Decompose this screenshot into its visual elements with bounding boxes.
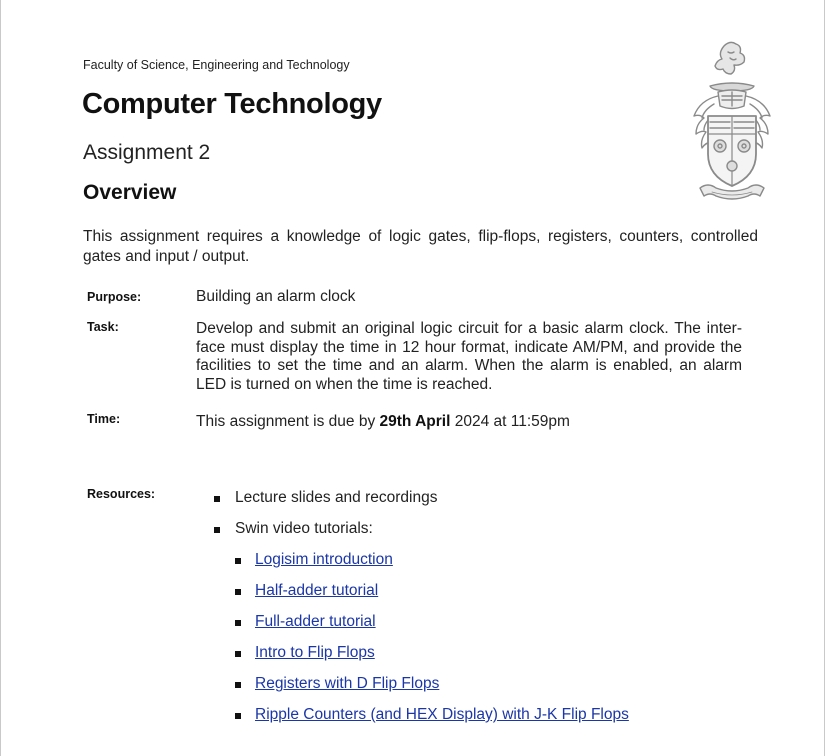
logisim-introduction-link[interactable]: Logisim introduction [255,551,393,568]
resource-item-label: Swin video tutorials: [235,520,373,537]
full-adder-tutorial-link[interactable]: Full-adder tutorial [255,613,376,630]
resource-link-item [211,704,629,735]
university-crest-icon [684,38,780,218]
purpose-label: Purpose: [87,290,142,304]
bullet-icon [214,527,220,533]
bullet-icon [235,651,241,657]
resources-label: Resources: [87,487,156,501]
resource-item-lectures [211,487,629,518]
bullet-icon [235,589,241,595]
resource-item-videos [211,518,629,549]
overview-heading: Overview [83,181,177,204]
resource-link-item [211,642,629,673]
time-prefix: This assignment is due by [196,413,380,430]
task-value: Develop and submit an original logic circuit for a basic alarm clock. The inter-face must display the time in 12 hour format, indicate AM/PM, and provide the facilities to set the time and an alarm. When the alarm is enabled, an alarm LED is turned on when the time is reached. [196,320,742,393]
time-suffix: 2024 at 11:59pm [450,413,570,430]
resource-link-item [211,580,629,611]
intro-paragraph: This assignment requires a knowledge of logic gates, flip-flops, registers, counters, controlled gates and input / output. [83,228,758,265]
task-label: Task: [87,320,119,334]
assignment-subtitle: Assignment 2 [83,141,211,164]
registers-d-flip-flops-link[interactable]: Registers with D Flip Flops [255,675,440,692]
half-adder-tutorial-link[interactable]: Half-adder tutorial [255,582,379,599]
bullet-icon [235,620,241,626]
resources-list [211,487,629,735]
bullet-icon [235,682,241,688]
due-date: 29th April [379,413,451,430]
resource-link-item [211,673,629,704]
purpose-value: Building an alarm clock [196,288,356,305]
resource-item-label: Lecture slides and recordings [235,489,438,506]
intro-to-flip-flops-link[interactable]: Intro to Flip Flops [255,644,375,661]
bullet-icon [235,713,241,719]
page-title: Computer Technology [82,88,382,120]
bullet-icon [235,558,241,564]
ripple-counters-link[interactable]: Ripple Counters (and HEX Display) with J-K Flip Flops [255,706,629,723]
time-value [196,413,742,432]
resource-link-item [211,549,629,580]
faculty-name: Faculty of Science, Engineering and Technology [83,58,350,72]
time-label: Time: [87,412,121,426]
resource-link-item [211,611,629,642]
bullet-icon [214,496,220,502]
